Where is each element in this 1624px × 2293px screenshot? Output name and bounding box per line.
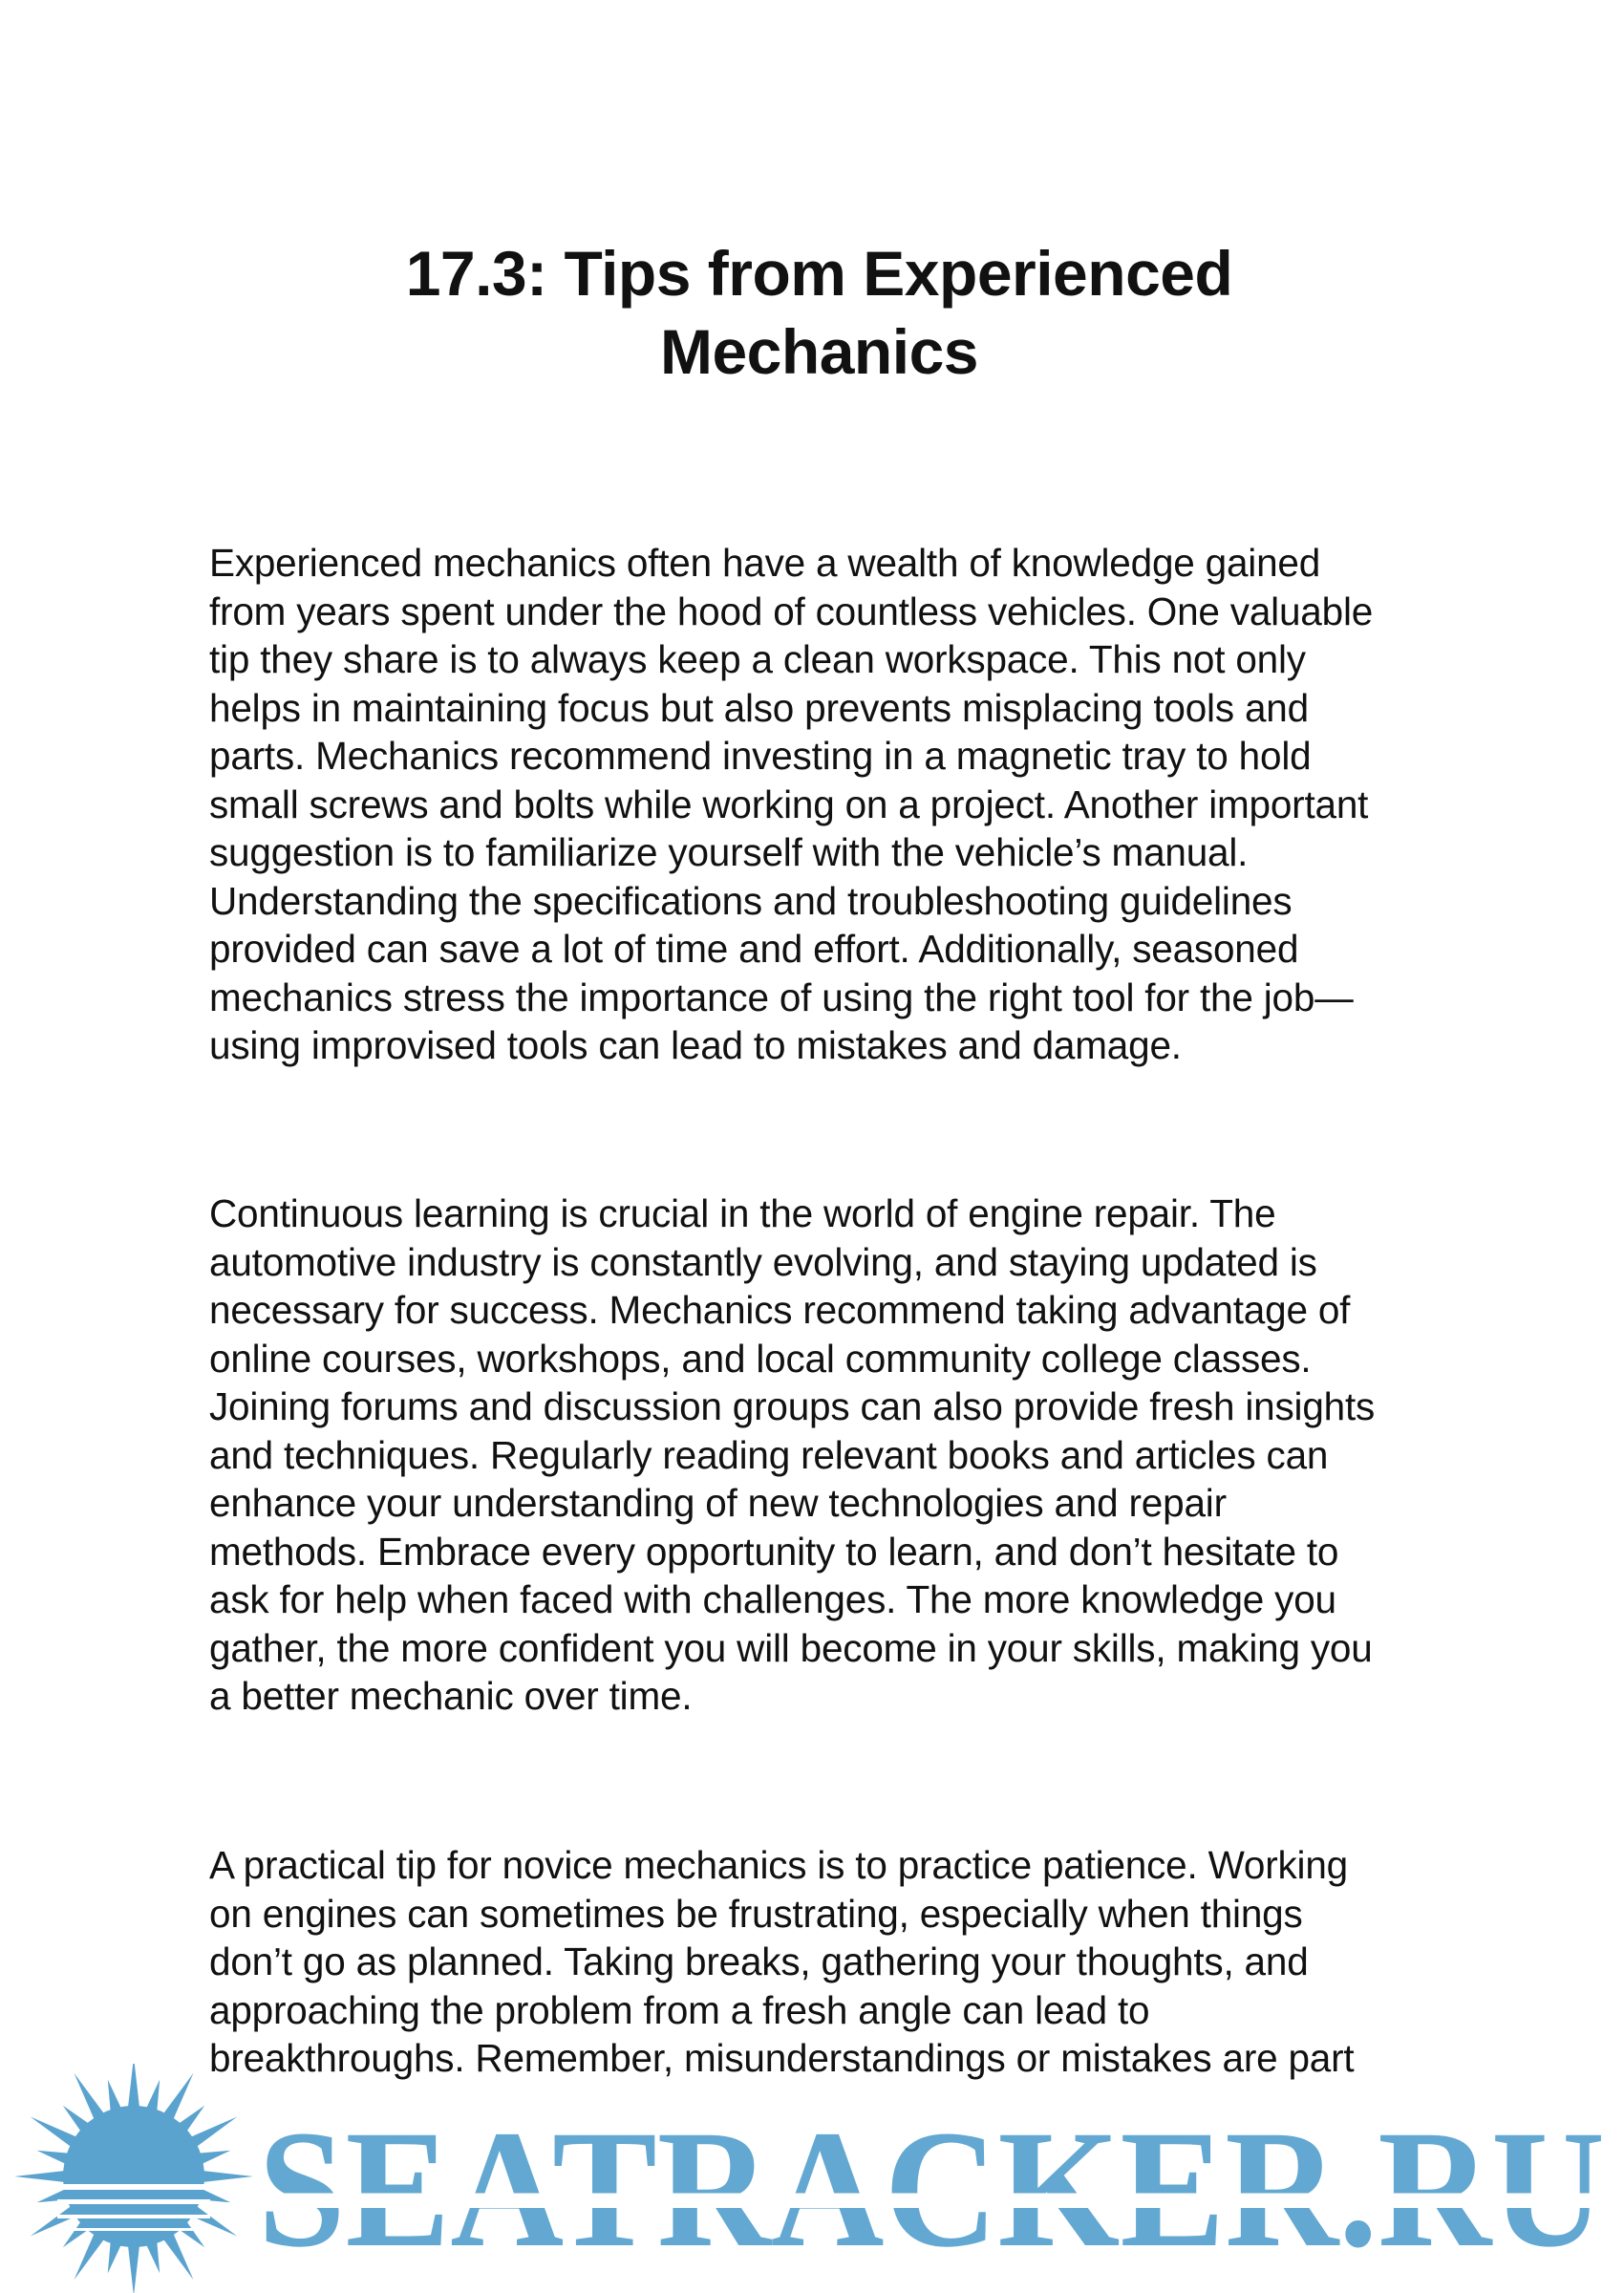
text-line: gather, the more confident you will become in your skills, making you bbox=[209, 1625, 1373, 1670]
text-line: Continuous learning is crucial in the world of engine repair. The bbox=[209, 1191, 1276, 1235]
paragraph-3 bbox=[209, 1841, 1451, 2083]
text-line: A practical tip for novice mechanics is to practice patience. Working bbox=[209, 1843, 1349, 1887]
text-line: ask for help when faced with challenges. The more knowledge you bbox=[209, 1577, 1336, 1621]
text-line: provided can save a lot of time and effort. Additionally, seasoned bbox=[209, 927, 1299, 971]
text-line: Understanding the specifications and troubleshooting guidelines bbox=[209, 878, 1293, 923]
text-line: parts. Mechanics recommend investing in a magnetic tray to hold bbox=[209, 734, 1312, 778]
paragraph-1 bbox=[209, 539, 1451, 1070]
text-line: approaching the problem from a fresh angle can lead to bbox=[209, 1987, 1150, 2032]
text-line: on engines can sometimes be frustrating, especially when things bbox=[209, 1891, 1303, 1936]
watermark-text: SEATRACKER.RU bbox=[258, 2096, 1605, 2282]
sun-icon bbox=[14, 2064, 253, 2293]
sun-ray bbox=[128, 2243, 140, 2293]
text-line: don’t go as planned. Taking breaks, gathering your thoughts, and bbox=[209, 1939, 1309, 1983]
text-line: automotive industry is constantly evolving, and staying updated is bbox=[209, 1239, 1317, 1284]
text-line: Joining forums and discussion groups can also provide fresh insights bbox=[209, 1384, 1376, 1428]
text-line: and techniques. Regularly reading relevant books and articles can bbox=[209, 1432, 1329, 1477]
text-line: breakthroughs. Remember, misunderstandings or mistakes are part bbox=[209, 2036, 1355, 2080]
paragraph-2 bbox=[209, 1189, 1451, 1721]
text-line: from years spent under the hood of countless vehicles. One valuable bbox=[209, 589, 1374, 633]
page-title-line-2: Mechanics bbox=[660, 316, 978, 387]
watermark bbox=[0, 2064, 1624, 2293]
text-line: methods. Embrace every opportunity to learn, and don’t hesitate to bbox=[209, 1529, 1339, 1574]
text-line: online courses, workshops, and local community college classes. bbox=[209, 1336, 1312, 1381]
text-line: a better mechanic over time. bbox=[209, 1674, 693, 1718]
page-title bbox=[0, 234, 1624, 391]
text-line: necessary for success. Mechanics recommend taking advantage of bbox=[209, 1288, 1351, 1332]
text-line: suggestion is to familiarize yourself with the vehicle’s manual. bbox=[209, 830, 1249, 874]
text-line: enhance your understanding of new technologies and repair bbox=[209, 1481, 1227, 1525]
page-title-line-1: 17.3: Tips from Experienced bbox=[405, 238, 1233, 309]
sun-ray bbox=[14, 2171, 67, 2183]
text-line: tip they share is to always keep a clean workspace. This not only bbox=[209, 637, 1306, 681]
text-line: mechanics stress the importance of using the right tool for the job— bbox=[209, 975, 1354, 1019]
text-line: Experienced mechanics often have a wealth of knowledge gained bbox=[209, 541, 1321, 585]
text-line: small screws and bolts while working on a project. Another important bbox=[209, 782, 1369, 826]
text-line: helps in maintaining focus but also prevents misplacing tools and bbox=[209, 685, 1309, 730]
sun-ray bbox=[201, 2171, 253, 2183]
sun-ray bbox=[128, 2064, 140, 2110]
text-line: using improvised tools can lead to mistakes and damage. bbox=[209, 1023, 1182, 1067]
watermark-graphic bbox=[0, 2064, 1624, 2293]
